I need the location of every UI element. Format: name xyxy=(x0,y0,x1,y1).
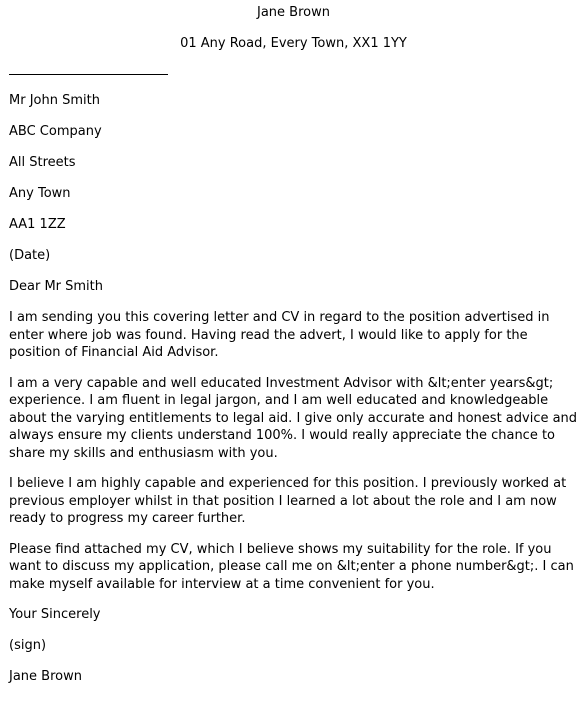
sender-name: Jane Brown xyxy=(257,5,330,20)
body-paragraph-4: Please find attached my CV, which I believe shows my suitability for the role. If you want to discuss my application, please call me on &lt;enter a phone number&gt;. I can make myself available for interview at a time convenient for you. xyxy=(9,541,574,592)
divider-rule xyxy=(9,74,168,75)
recipient-postcode: AA1 1ZZ xyxy=(9,217,66,232)
recipient-name: Mr John Smith xyxy=(9,93,100,108)
recipient-company: ABC Company xyxy=(9,124,102,139)
recipient-town: Any Town xyxy=(9,186,71,201)
body-paragraph-3: I believe I am highly capable and experienced for this position. I previously worked at previous employer whilst in that position I learned a lot about the role and I am now ready to progress my career further. xyxy=(9,476,567,526)
recipient-street: All Streets xyxy=(9,155,76,170)
letter-date: (Date) xyxy=(9,248,51,263)
salutation: Dear Mr Smith xyxy=(9,279,104,294)
signoff-name: Jane Brown xyxy=(9,669,82,684)
sender-address: 01 Any Road, Every Town, XX1 1YY xyxy=(180,36,407,51)
signature: (sign) xyxy=(9,638,47,653)
closing: Your Sincerely xyxy=(9,607,101,622)
body-paragraph-1: I am sending you this covering letter and CV in regard to the position advertised in enter where job was found. Having read the advert, I would like to apply for the position of Financial Aid Advisor. xyxy=(9,310,550,360)
letter-page xyxy=(0,4,587,711)
body-paragraph-2: I am a very capable and well educated Investment Advisor with &lt;enter years&gt; experience. I am fluent in legal jargon, and I am well educated and knowledgeable about the varying entitlements to legal aid. I give only accurate and honest advice and always ensure my clients understand 100%. I would really appreciate the chance to share my skills and enthusiasm with you. xyxy=(9,375,578,461)
